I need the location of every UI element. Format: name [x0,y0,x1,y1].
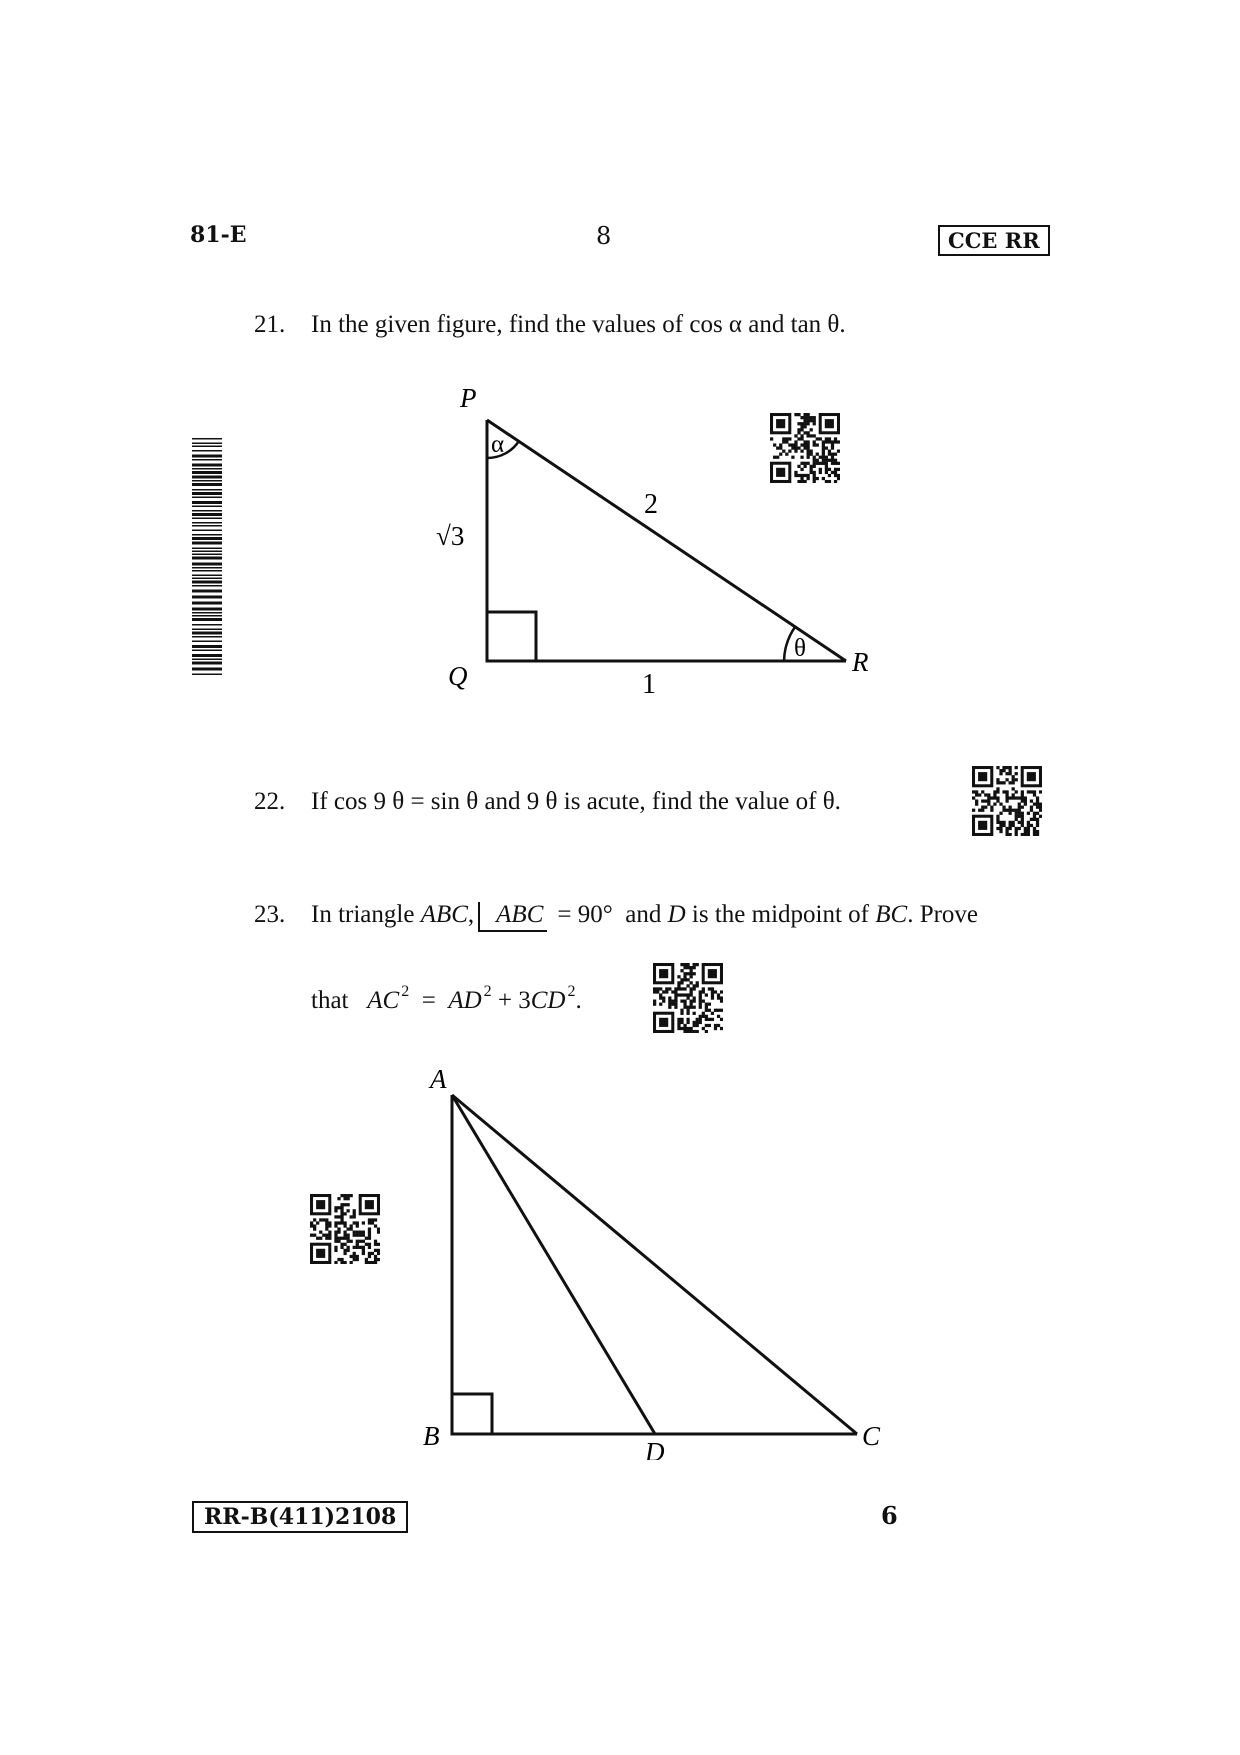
qr-code [972,766,1042,836]
right-angle-marker [452,1394,492,1434]
footer-code-box: RR-B(411)2108 [192,1501,408,1533]
barcode [192,438,222,680]
vertex-b: B [423,1421,440,1451]
question-text: In the given figure, find the values of cos α and tan θ. [311,311,846,338]
page-number: 8 [596,222,612,250]
angle-abc-notation: ABC [478,902,547,932]
side-pq-label: √3 [436,521,465,551]
qr-code [653,963,723,1033]
footer-page-number: 6 [881,1501,898,1530]
triangle-abc-figure [410,1050,910,1460]
side-pr-label: 2 [644,489,658,520]
median-ad [452,1095,655,1434]
qr-code [310,1194,380,1264]
series-box: CCE RR [938,225,1050,256]
side-ac [452,1095,857,1434]
question-text: In triangle ABC, ABC = 90° and D is the midpoint of BC. Prove [311,901,978,932]
vertex-q: Q [448,661,468,691]
question-text-continued: that AC $^2$ = AD $^2$ + 3CD $^2$. [311,983,582,1014]
question-number: 22. [254,788,286,815]
vertex-c: C [862,1421,881,1451]
point-d: D [645,1437,665,1460]
vertex-r: R [852,647,869,677]
question-number: 23. [254,901,286,928]
angle-theta-label: θ [794,635,806,662]
side-qr-label: 1 [642,669,656,700]
question-text: If cos 9 θ = sin θ and 9 θ is acute, find the value of θ. [311,788,841,815]
vertex-a: A [430,1064,447,1094]
vertex-p: P [460,383,477,413]
right-angle-marker [487,612,536,661]
qr-code [770,413,840,483]
question-number: 21. [254,311,286,338]
paper-code: 81-E [190,222,247,248]
angle-alpha-label: α [491,431,505,458]
